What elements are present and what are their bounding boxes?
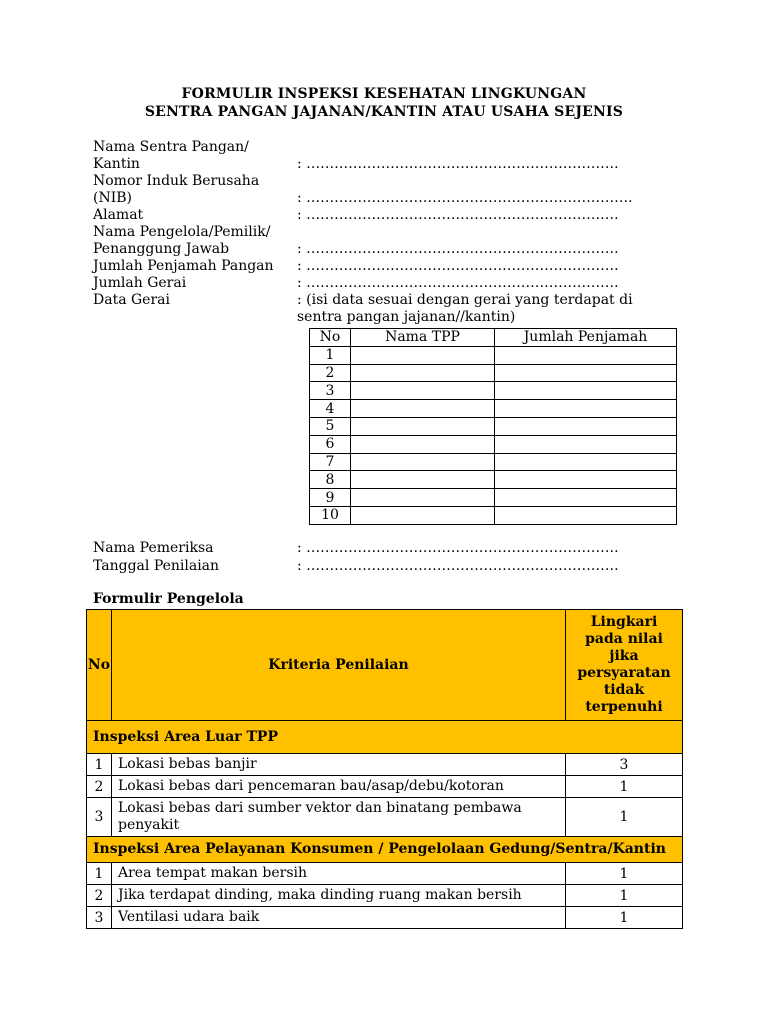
criteria-header-score: Lingkari pada nilai jika persyaratan tidak terpenuhi bbox=[566, 610, 683, 721]
criteria-text: Lokasi bebas dari sumber vektor dan binatang pembawa penyakit bbox=[112, 798, 566, 837]
criteria-header-no: No bbox=[87, 610, 112, 721]
cell-nama-tpp[interactable] bbox=[351, 382, 495, 400]
gerai-table bbox=[309, 328, 677, 525]
table-row bbox=[310, 382, 677, 400]
cell-nama-tpp[interactable] bbox=[351, 506, 495, 524]
row-number: 10 bbox=[310, 506, 351, 524]
field-label-nib-abbr: (NIB) bbox=[93, 190, 132, 206]
field-label-nama-sentra: Nama Sentra Pangan/ bbox=[93, 139, 249, 155]
table-row bbox=[310, 506, 677, 524]
cell-jumlah-penjamah[interactable] bbox=[495, 417, 677, 435]
cell-jumlah-penjamah[interactable] bbox=[495, 400, 677, 418]
cell-jumlah-penjamah[interactable] bbox=[495, 489, 677, 507]
criteria-score[interactable]: 1 bbox=[566, 885, 683, 907]
criteria-score[interactable]: 1 bbox=[566, 863, 683, 885]
gerai-header-no: No bbox=[310, 329, 351, 347]
cell-nama-tpp[interactable] bbox=[351, 364, 495, 382]
row-number: 8 bbox=[310, 471, 351, 489]
row-number: 6 bbox=[310, 435, 351, 453]
field-label-nama-pemeriksa: Nama Pemeriksa bbox=[93, 540, 214, 556]
row-number: 9 bbox=[310, 489, 351, 507]
criteria-table-header bbox=[87, 610, 683, 721]
field-blank-jumlah-gerai[interactable]: : …………………………………………………………. bbox=[297, 275, 619, 291]
field-blank-nama-pemeriksa[interactable]: : …………………………………………………………. bbox=[297, 540, 619, 556]
gerai-note-line-1: : (isi data sesuai dengan gerai yang terdapat di bbox=[297, 292, 633, 308]
criteria-number: 3 bbox=[87, 798, 112, 837]
table-row bbox=[310, 417, 677, 435]
cell-jumlah-penjamah[interactable] bbox=[495, 382, 677, 400]
criteria-score[interactable]: 1 bbox=[566, 798, 683, 837]
table-row bbox=[310, 435, 677, 453]
table-row bbox=[310, 453, 677, 471]
section-band bbox=[87, 837, 683, 863]
row-number: 2 bbox=[310, 364, 351, 382]
field-blank-alamat[interactable]: : …………………………………………………………. bbox=[297, 207, 619, 223]
cell-jumlah-penjamah[interactable] bbox=[495, 453, 677, 471]
document-title-line-1: FORMULIR INSPEKSI KESEHATAN LINGKUNGAN bbox=[181, 86, 587, 102]
field-blank-tanggal-penilaian[interactable]: : …………………………………………………………. bbox=[297, 558, 619, 574]
criteria-score[interactable]: 3 bbox=[566, 754, 683, 776]
cell-nama-tpp[interactable] bbox=[351, 435, 495, 453]
table-row bbox=[310, 364, 677, 382]
criteria-number: 2 bbox=[87, 885, 112, 907]
field-label-nib: Nomor Induk Berusaha bbox=[93, 173, 260, 189]
gerai-header-nama-tpp: Nama TPP bbox=[351, 329, 495, 347]
cell-nama-tpp[interactable] bbox=[351, 400, 495, 418]
table-row bbox=[310, 489, 677, 507]
document-title-line-2: SENTRA PANGAN JAJANAN/KANTIN ATAU USAHA SEJENIS bbox=[144, 104, 624, 120]
field-label-tanggal-penilaian: Tanggal Penilaian bbox=[93, 558, 220, 574]
cell-nama-tpp[interactable] bbox=[351, 417, 495, 435]
criteria-text: Lokasi bebas dari pencemaran bau/asap/debu/kotoran bbox=[112, 776, 566, 798]
field-blank-pengelola[interactable]: : …………………………………………………………. bbox=[297, 241, 619, 257]
field-label-jumlah-penjamah: Jumlah Penjamah Pangan bbox=[93, 258, 274, 274]
field-blank-jumlah-penjamah[interactable]: : …………………………………………………………. bbox=[297, 258, 619, 274]
criteria-header-kriteria: Kriteria Penilaian bbox=[112, 610, 566, 721]
criteria-text: Ventilasi udara baik bbox=[112, 907, 566, 929]
row-number: 1 bbox=[310, 346, 351, 364]
criteria-text: Area tempat makan bersih bbox=[112, 863, 566, 885]
cell-jumlah-penjamah[interactable] bbox=[495, 364, 677, 382]
criteria-number: 1 bbox=[87, 754, 112, 776]
criteria-score[interactable]: 1 bbox=[566, 776, 683, 798]
criteria-table bbox=[86, 609, 683, 929]
field-label-kantin: Kantin bbox=[93, 156, 140, 172]
cell-jumlah-penjamah[interactable] bbox=[495, 435, 677, 453]
criteria-number: 3 bbox=[87, 907, 112, 929]
field-label-jumlah-gerai: Jumlah Gerai bbox=[93, 275, 187, 291]
section-title-area-luar: Inspeksi Area Luar TPP bbox=[87, 721, 683, 754]
criteria-number: 2 bbox=[87, 776, 112, 798]
table-row bbox=[310, 346, 677, 364]
field-blank-nib[interactable]: : ……………………………………………………………. bbox=[297, 190, 633, 206]
gerai-header-jumlah-penjamah: Jumlah Penjamah bbox=[495, 329, 677, 347]
table-row bbox=[310, 471, 677, 489]
table-row bbox=[87, 885, 683, 907]
cell-nama-tpp[interactable] bbox=[351, 471, 495, 489]
field-blank-nama-sentra[interactable]: : …………………………………………………………. bbox=[297, 156, 619, 172]
row-number: 4 bbox=[310, 400, 351, 418]
table-row bbox=[87, 863, 683, 885]
cell-jumlah-penjamah[interactable] bbox=[495, 346, 677, 364]
section-band bbox=[87, 721, 683, 754]
section-title-area-pelayanan: Inspeksi Area Pelayanan Konsumen / Pengelolaan Gedung/Sentra/Kantin bbox=[87, 837, 683, 863]
field-label-data-gerai: Data Gerai bbox=[93, 292, 170, 308]
cell-nama-tpp[interactable] bbox=[351, 453, 495, 471]
cell-jumlah-penjamah[interactable] bbox=[495, 471, 677, 489]
field-label-penanggung-jawab: Penanggung Jawab bbox=[93, 241, 230, 257]
field-label-pengelola: Nama Pengelola/Pemilik/ bbox=[93, 224, 271, 240]
criteria-text: Jika terdapat dinding, maka dinding ruang makan bersih bbox=[112, 885, 566, 907]
table-row bbox=[87, 754, 683, 776]
table-row bbox=[87, 776, 683, 798]
criteria-number: 1 bbox=[87, 863, 112, 885]
cell-nama-tpp[interactable] bbox=[351, 346, 495, 364]
table-row bbox=[87, 798, 683, 837]
gerai-table-header bbox=[310, 329, 677, 347]
row-number: 5 bbox=[310, 417, 351, 435]
section-label-formulir-pengelola: Formulir Pengelola bbox=[93, 591, 244, 607]
criteria-text: Lokasi bebas banjir bbox=[112, 754, 566, 776]
table-row bbox=[87, 907, 683, 929]
criteria-score[interactable]: 1 bbox=[566, 907, 683, 929]
field-label-alamat: Alamat bbox=[93, 207, 144, 223]
gerai-note-line-2: sentra pangan jajanan//kantin) bbox=[297, 309, 516, 325]
table-row bbox=[310, 400, 677, 418]
cell-jumlah-penjamah[interactable] bbox=[495, 506, 677, 524]
cell-nama-tpp[interactable] bbox=[351, 489, 495, 507]
row-number: 3 bbox=[310, 382, 351, 400]
row-number: 7 bbox=[310, 453, 351, 471]
